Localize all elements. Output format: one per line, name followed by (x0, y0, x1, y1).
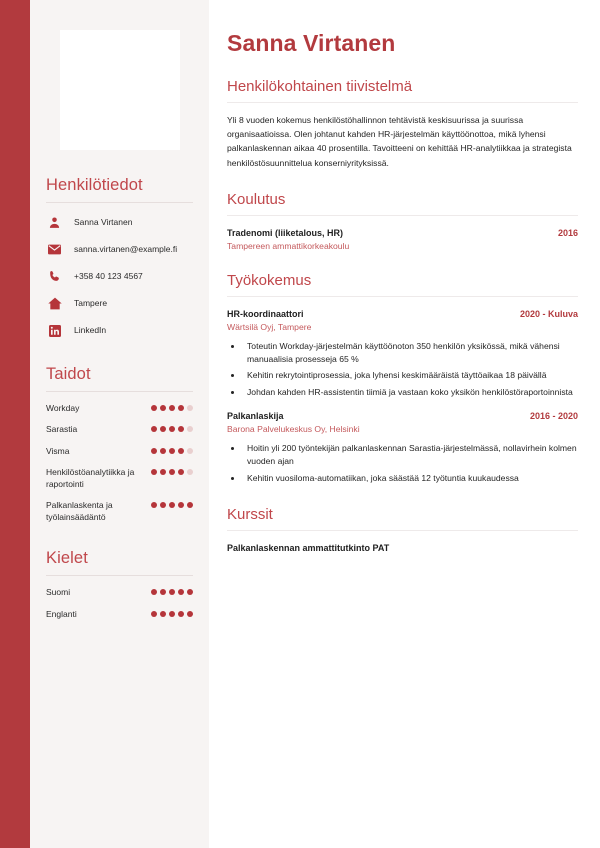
experience-divider (227, 296, 578, 297)
contact-linkedin-text: LinkedIn (74, 325, 107, 336)
rating-dots (151, 446, 193, 454)
contact-list (46, 214, 193, 339)
dot-filled (151, 502, 157, 508)
rating-row (46, 403, 193, 414)
rating-row (46, 446, 193, 457)
dot-filled (178, 611, 184, 617)
dot-filled (160, 448, 166, 454)
languages-heading: Kielet (46, 549, 88, 568)
dot-filled (151, 611, 157, 617)
dot-filled (151, 469, 157, 475)
entry-organisation: Tampereen ammattikorkeakoulu (227, 240, 350, 251)
entry-header (227, 309, 578, 319)
course-title: Palkanlaskennan ammattitutkinto PAT (227, 542, 390, 553)
rating-label: Visma (46, 445, 70, 456)
languages-list (46, 587, 193, 620)
contact-location-text: Tampere (74, 298, 108, 309)
dot-filled (178, 589, 184, 595)
experience-entries (227, 309, 578, 485)
education-entries (227, 228, 578, 251)
dot-filled (151, 589, 157, 595)
sidebar-section-personal (46, 176, 193, 339)
home-icon (46, 296, 63, 311)
dot-filled (160, 502, 166, 508)
languages-divider (46, 575, 193, 576)
sidebar (30, 0, 209, 848)
sidebar-section-skills (46, 365, 193, 523)
rating-row (46, 587, 193, 598)
entry (227, 411, 578, 485)
sidebar-section-languages (46, 549, 193, 620)
rating-dots (151, 424, 193, 432)
person-icon (46, 215, 63, 230)
rating-label: Suomi (46, 587, 71, 598)
rating-label: Henkilöstöanalytiikka ja raportointi (46, 467, 135, 489)
rating-label: Sarastia (46, 424, 78, 435)
contact-phone-text: +358 40 123 4567 (74, 271, 143, 282)
dot-filled (178, 405, 184, 411)
dot-filled (169, 448, 175, 454)
phone-icon (46, 269, 63, 284)
accent-stripe (0, 0, 30, 848)
entry-date: 2016 (557, 227, 578, 238)
courses-divider (227, 530, 578, 531)
personal-divider (46, 202, 193, 203)
linkedin-icon (46, 323, 63, 338)
section-summary (227, 78, 578, 170)
dot-filled (169, 426, 175, 432)
rating-dots (151, 500, 193, 508)
rating-dots (151, 403, 193, 411)
bullet-item: • Kehitin vuosiloma-automatiikan, joka säästää 12 työtuntia kuukaudessa (243, 472, 578, 485)
contact-row-name (46, 214, 193, 231)
dot-filled (160, 611, 166, 617)
dot-filled (169, 589, 175, 595)
dot-filled (178, 426, 184, 432)
rating-row (46, 424, 193, 435)
dot-filled (151, 448, 157, 454)
courses-entries (227, 543, 578, 553)
section-experience (227, 272, 578, 485)
entry-header (227, 228, 578, 238)
dot-filled (187, 502, 193, 508)
summary-divider (227, 102, 578, 103)
education-divider (227, 215, 578, 216)
dot-filled (160, 469, 166, 475)
bullet-item: • Toteutin Workday-järjestelmän käyttöönoton 350 henkilön yksikössä, mikä vähensi manuaalisia prosesseja 65 % (243, 340, 578, 367)
rating-label: Englanti (46, 608, 77, 619)
summary-heading: Henkilökohtainen tiivistelmä (227, 78, 413, 95)
summary-text: Yli 8 vuoden kokemus henkilöstöhallinnon tehtävistä keskisuurissa ja suurissa organisaatioissa. Olen johtanut kahden HR-järjestelmän käyttöönottoa, mikä lyhensi palkanlaskennan aikaa 40 prosentilla. Tavoitteeni on kehittää HR-analytiikkaa ja strategista henkilöstösuunnittelua konserniyrityksissä. (227, 115, 572, 168)
contact-row-location (46, 295, 193, 312)
section-education (227, 191, 578, 251)
skills-divider (46, 391, 193, 392)
page-title: Sanna Virtanen (227, 30, 396, 56)
rating-dots (151, 609, 193, 617)
dot-filled (169, 502, 175, 508)
dot-filled (178, 469, 184, 475)
entry-header (227, 411, 578, 421)
dot-filled (169, 469, 175, 475)
rating-dots (151, 467, 193, 475)
bullet-item: • Johdan kahden HR-assistentin tiimiä ja vastaan koko yksikön henkilöstöraportoinnista (243, 386, 578, 399)
dot-empty (187, 426, 193, 432)
rating-row (46, 500, 193, 523)
rating-dots (151, 587, 193, 595)
entry-bullets (243, 340, 578, 399)
courses-heading: Kurssit (227, 505, 273, 523)
entry-title: Tradenomi (liiketalous, HR) (227, 227, 344, 238)
personal-heading: Henkilötiedot (46, 176, 143, 194)
dot-filled (169, 611, 175, 617)
dot-filled (169, 405, 175, 411)
dot-filled (187, 611, 193, 617)
entry (227, 228, 578, 251)
dot-filled (160, 426, 166, 432)
envelope-icon (46, 242, 63, 257)
entry-bullets (243, 442, 578, 485)
dot-filled (160, 589, 166, 595)
entry (227, 309, 578, 399)
main-content (209, 0, 600, 848)
contact-row-linkedin[interactable] (46, 322, 193, 339)
entry-title: Palkanlaskija (227, 410, 284, 421)
dot-filled (187, 589, 193, 595)
dot-filled (160, 405, 166, 411)
dot-filled (178, 448, 184, 454)
dot-filled (178, 502, 184, 508)
entry-date: 2016 - 2020 (529, 410, 578, 421)
education-heading: Koulutus (227, 190, 286, 208)
contact-row-email[interactable] (46, 241, 193, 258)
dot-filled (151, 426, 157, 432)
dot-empty (187, 469, 193, 475)
bullet-item: • Kehitin rekrytointiprosessia, joka lyhensi keskimääräistä täyttöaikaa 18 päivällä (243, 369, 578, 382)
contact-row-phone[interactable] (46, 268, 193, 285)
photo-placeholder (60, 30, 180, 150)
skills-list (46, 403, 193, 523)
contact-email-text: sanna.virtanen@example.fi (74, 244, 178, 255)
rating-row (46, 609, 193, 620)
entry-title: HR-koordinaattori (227, 308, 304, 319)
experience-heading: Työkokemus (227, 271, 312, 289)
entry-organisation: Wärtsilä Oyj, Tampere (227, 321, 312, 332)
rating-label: Workday (46, 403, 80, 413)
rating-label: Palkanlaskenta ja työlainsäädäntö (46, 500, 113, 522)
rating-row (46, 467, 193, 490)
entry-organisation: Barona Palvelukeskus Oy, Helsinki (227, 423, 360, 434)
bullet-item: • Hoitin yli 200 työntekijän palkanlaskennan Sarastia-järjestelmässä, nollavirhein kolmen vuoden ajan (243, 442, 578, 469)
dot-empty (187, 405, 193, 411)
section-courses (227, 506, 578, 553)
entry-date: 2020 - Kuluva (519, 308, 578, 319)
dot-empty (187, 448, 193, 454)
skills-heading: Taidot (46, 365, 91, 383)
contact-name-text: Sanna Virtanen (74, 217, 133, 228)
dot-filled (151, 405, 157, 411)
